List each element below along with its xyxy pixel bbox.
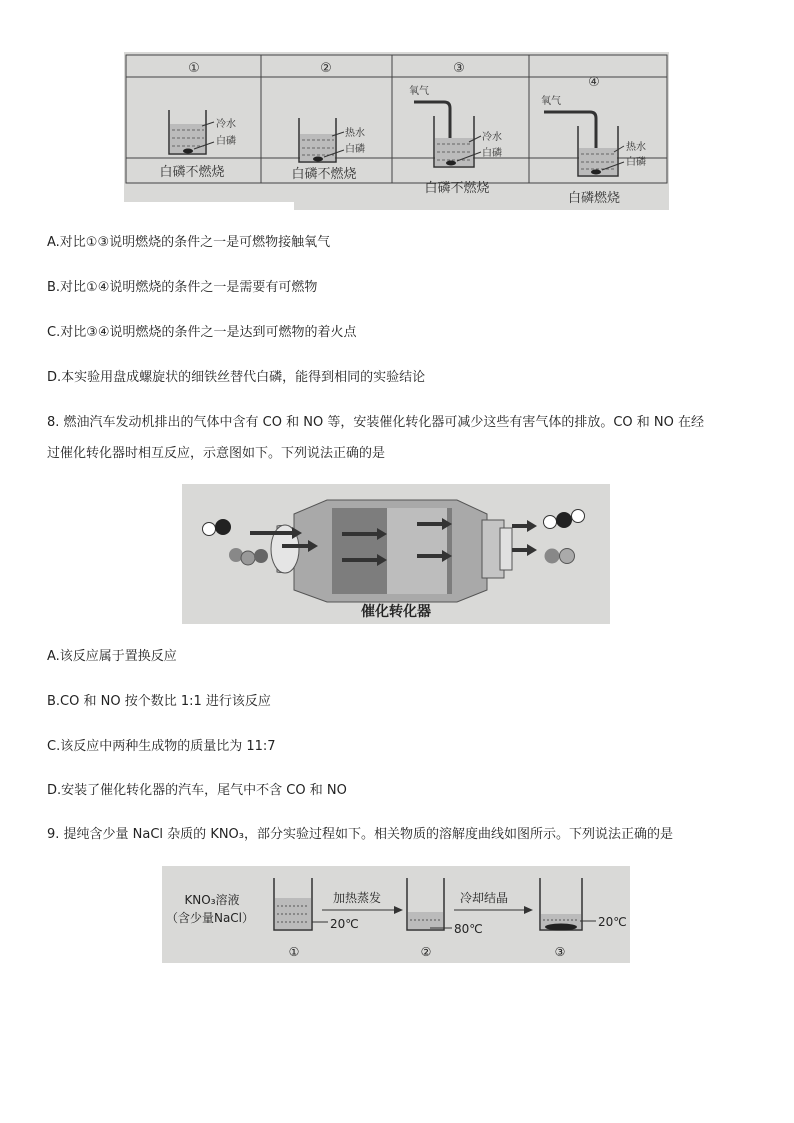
input-molecules bbox=[203, 519, 269, 565]
q8-option-a: A.该反应属于置换反应 bbox=[47, 649, 177, 664]
num-3: ③ bbox=[554, 945, 566, 959]
col3-oxygen-label: 氧气 bbox=[409, 86, 429, 97]
col1-label-water: 冷水 bbox=[216, 119, 236, 130]
q7-option-b: B.对比①④说明燃烧的条件之一是需要有可燃物 bbox=[47, 280, 318, 295]
q9-stem-line1: 9. 提纯含少量 NaCl 杂质的 KNO₃，部分实验过程如下。相关物质的溶解度曲线如图所示。下列说法正确的是 bbox=[47, 827, 674, 842]
col3-result: 白磷不燃烧 bbox=[424, 181, 490, 196]
beaker-2 bbox=[299, 118, 344, 162]
num-2: ② bbox=[420, 945, 432, 959]
q8-stem-line2: 过催化转化器时相互反应，示意图如下。下列说法正确的是 bbox=[47, 446, 386, 461]
col4-label-water: 热水 bbox=[626, 142, 646, 153]
arrow-1 bbox=[322, 906, 403, 914]
col1-label-phosphorus: 白磷 bbox=[216, 136, 236, 147]
output-molecules bbox=[544, 510, 585, 564]
combustion-experiment-figure bbox=[124, 52, 669, 210]
num-1: ① bbox=[288, 945, 300, 959]
q7-option-c: C.对比③④说明燃烧的条件之一是达到可燃物的着火点 bbox=[47, 325, 357, 340]
q8-option-d: D.安装了催化转化器的汽车，尾气中不含 CO 和 NO bbox=[47, 783, 347, 798]
q7-option-a: A.对比①③说明燃烧的条件之一是可燃物接触氧气 bbox=[47, 235, 331, 250]
col2-number: ② bbox=[320, 61, 332, 76]
beaker-3 bbox=[540, 878, 596, 931]
temp-1: 20℃ bbox=[330, 917, 359, 931]
q8-option-b: B.CO 和 NO 按个数比 1:1 进行该反应 bbox=[47, 694, 271, 709]
converter-caption: 催化转化器 bbox=[361, 604, 431, 620]
beaker-2 bbox=[407, 878, 452, 930]
beaker-1 bbox=[274, 878, 328, 930]
col4-result: 白磷燃烧 bbox=[567, 191, 621, 206]
kno3-purification-figure bbox=[162, 866, 630, 963]
col4-number: ④ bbox=[588, 75, 600, 90]
col2-result: 白磷不燃烧 bbox=[291, 167, 357, 182]
col2-label-water: 热水 bbox=[345, 128, 365, 139]
q7-option-d: D.本实验用盘成螺旋状的细铁丝替代白磷，能得到相同的实验结论 bbox=[47, 370, 426, 385]
step1-label: 加热蒸发 bbox=[332, 891, 382, 905]
beaker-3 bbox=[414, 102, 481, 167]
col3-label-water: 冷水 bbox=[482, 132, 502, 143]
solution-label: KNO₃溶液 bbox=[184, 893, 240, 907]
col3-number: ③ bbox=[453, 61, 465, 76]
col2-label-phosphorus: 白磷 bbox=[345, 144, 365, 155]
q8-option-c: C.该反应中两种生成物的质量比为 11:7 bbox=[47, 739, 276, 754]
converter-body bbox=[271, 500, 512, 602]
temp-2: 80℃ bbox=[454, 922, 483, 936]
col4-label-phosphorus: 白磷 bbox=[626, 157, 646, 168]
q8-stem-line1: 8. 燃油汽车发动机排出的气体中含有 CO 和 NO 等，安装催化转化器可减少这些有害气体的排放。CO 和 NO 在经 bbox=[47, 415, 704, 430]
catalytic-converter-figure bbox=[182, 484, 610, 624]
col4-oxygen-label: 氧气 bbox=[541, 96, 561, 107]
beaker-4 bbox=[544, 112, 624, 176]
step2-label: 冷却结晶 bbox=[459, 891, 509, 905]
col1-number: ① bbox=[188, 61, 200, 76]
arrow-2 bbox=[454, 906, 533, 914]
solution-note: （含少量NaCl） bbox=[165, 911, 255, 925]
beaker-1 bbox=[169, 110, 214, 154]
temp-3: 20℃ bbox=[598, 915, 627, 929]
col3-label-phosphorus: 白磷 bbox=[482, 148, 502, 159]
col1-result: 白磷不燃烧 bbox=[159, 165, 225, 180]
